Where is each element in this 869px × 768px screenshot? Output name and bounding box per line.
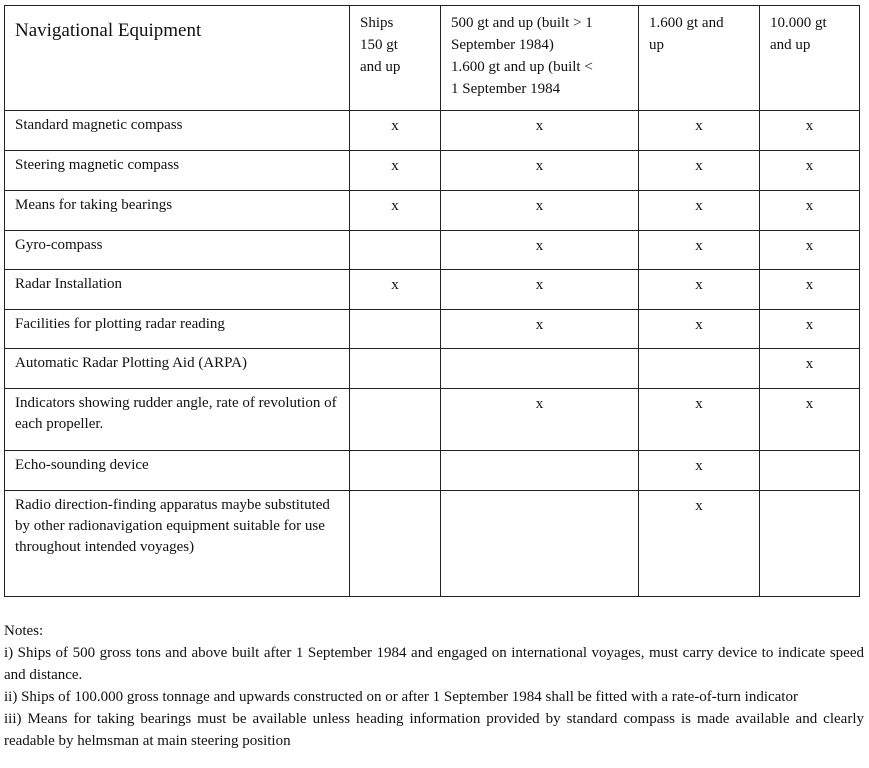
mark: x <box>535 277 544 293</box>
mark-cell <box>441 270 639 310</box>
note-item: ii) Ships of 100.000 gross tonnage and upwards constructed on or after 1 September 1984 shall be fitted with a rate-of-turn indicator <box>4 689 798 705</box>
mark: x <box>535 118 544 134</box>
row-label: Gyro-compass <box>5 231 350 270</box>
mark: x <box>535 317 544 333</box>
mark: x <box>535 158 544 174</box>
mark: x <box>805 277 814 293</box>
mark-cell <box>350 310 441 349</box>
row-label: Steering magnetic compass <box>5 151 350 191</box>
table-row <box>5 270 860 310</box>
mark-cell <box>760 310 860 349</box>
row-label: Means for taking bearings <box>5 191 350 231</box>
mark: x <box>805 356 814 372</box>
mark-cell <box>639 151 760 191</box>
header-line: September 1984) <box>451 37 554 53</box>
mark: x <box>695 498 703 514</box>
mark-cell <box>350 111 441 151</box>
mark-cell <box>350 151 441 191</box>
table-row <box>5 389 860 451</box>
mark: x <box>391 158 399 174</box>
header-line: 1 September 1984 <box>451 81 561 97</box>
row-label: Automatic Radar Plotting Aid (ARPA) <box>5 349 350 389</box>
mark-cell <box>760 151 860 191</box>
table-row <box>5 191 860 231</box>
mark-cell <box>639 389 760 451</box>
mark-cell <box>350 389 441 451</box>
notes-section <box>4 620 864 752</box>
header-line: and up <box>770 37 811 53</box>
mark: x <box>535 198 544 214</box>
mark-cell <box>639 270 760 310</box>
table-row <box>5 310 860 349</box>
mark: x <box>695 158 703 174</box>
header-ships-150gt <box>350 6 441 111</box>
mark: x <box>805 158 814 174</box>
mark-cell <box>441 231 639 270</box>
header-line: 1.600 gt and <box>649 15 724 31</box>
mark-cell <box>350 349 441 389</box>
mark: x <box>695 458 703 474</box>
mark-cell <box>350 491 441 597</box>
note-item: i) Ships of 500 gross tons and above built after 1 September 1984 and engaged on international voyages, must carry device to indicate speed and distance. <box>4 645 864 683</box>
mark-cell <box>350 231 441 270</box>
mark-cell <box>441 491 639 597</box>
mark: x <box>805 238 814 254</box>
table-row <box>5 349 860 389</box>
notes-heading: Notes: <box>4 623 44 639</box>
row-label: Standard magnetic compass <box>5 111 350 151</box>
table-row <box>5 111 860 151</box>
mark-cell <box>350 451 441 491</box>
row-label: Radar Installation <box>5 270 350 310</box>
header-line: 1.600 gt and up (built < <box>451 59 593 75</box>
mark-cell <box>639 111 760 151</box>
mark-cell <box>639 349 760 389</box>
mark-cell <box>441 191 639 231</box>
mark: x <box>391 277 399 293</box>
mark-cell <box>441 310 639 349</box>
mark-cell <box>760 111 860 151</box>
mark-cell <box>639 491 760 597</box>
navigational-equipment-table <box>4 5 860 597</box>
row-label: Echo-sounding device <box>5 451 350 491</box>
mark: x <box>535 396 544 412</box>
header-line: 500 gt and up (built > 1 <box>451 15 593 31</box>
mark-cell <box>441 349 639 389</box>
mark: x <box>695 198 703 214</box>
table-row <box>5 491 860 597</box>
mark: x <box>695 277 703 293</box>
mark: x <box>805 198 814 214</box>
mark-cell <box>441 451 639 491</box>
mark: x <box>391 118 399 134</box>
mark: x <box>695 396 703 412</box>
mark: x <box>805 317 814 333</box>
row-label: Radio direction-finding apparatus maybe substituted by other radionavigation equipment suitable for use throughout intended voyages) <box>5 491 350 597</box>
table-row <box>5 451 860 491</box>
header-line: 150 gt <box>360 37 398 53</box>
mark-cell <box>760 270 860 310</box>
mark: x <box>805 118 814 134</box>
mark-cell <box>441 151 639 191</box>
mark-cell <box>760 191 860 231</box>
header-500gt <box>441 6 639 111</box>
mark-cell <box>639 231 760 270</box>
mark-cell <box>639 451 760 491</box>
mark-cell <box>441 111 639 151</box>
mark: x <box>805 396 814 412</box>
mark-cell <box>639 191 760 231</box>
row-label: Facilities for plotting radar reading <box>5 310 350 349</box>
header-line: up <box>649 37 664 53</box>
mark-cell <box>760 231 860 270</box>
mark-cell <box>760 451 860 491</box>
mark: x <box>695 238 703 254</box>
header-equipment: Navigational Equipment <box>5 6 350 111</box>
mark-cell <box>760 491 860 597</box>
mark: x <box>535 238 544 254</box>
mark-cell <box>350 270 441 310</box>
table-header-row <box>5 6 860 111</box>
header-line: and up <box>360 59 401 75</box>
header-line: Ships <box>360 15 394 31</box>
header-line: 10.000 gt <box>770 15 827 31</box>
mark-cell <box>441 389 639 451</box>
note-item: iii) Means for taking bearings must be available unless heading information provided by standard compass is made available and clearly readable by helmsman at main steering position <box>4 711 864 749</box>
mark-cell <box>639 310 760 349</box>
mark-cell <box>760 389 860 451</box>
mark-cell <box>350 191 441 231</box>
header-1600gt <box>639 6 760 111</box>
table-row <box>5 231 860 270</box>
mark-cell <box>760 349 860 389</box>
row-label: Indicators showing rudder angle, rate of revolution of each propeller. <box>5 389 350 451</box>
header-10000gt <box>760 6 860 111</box>
mark: x <box>695 118 703 134</box>
table-row <box>5 151 860 191</box>
mark: x <box>695 317 703 333</box>
mark: x <box>391 198 399 214</box>
